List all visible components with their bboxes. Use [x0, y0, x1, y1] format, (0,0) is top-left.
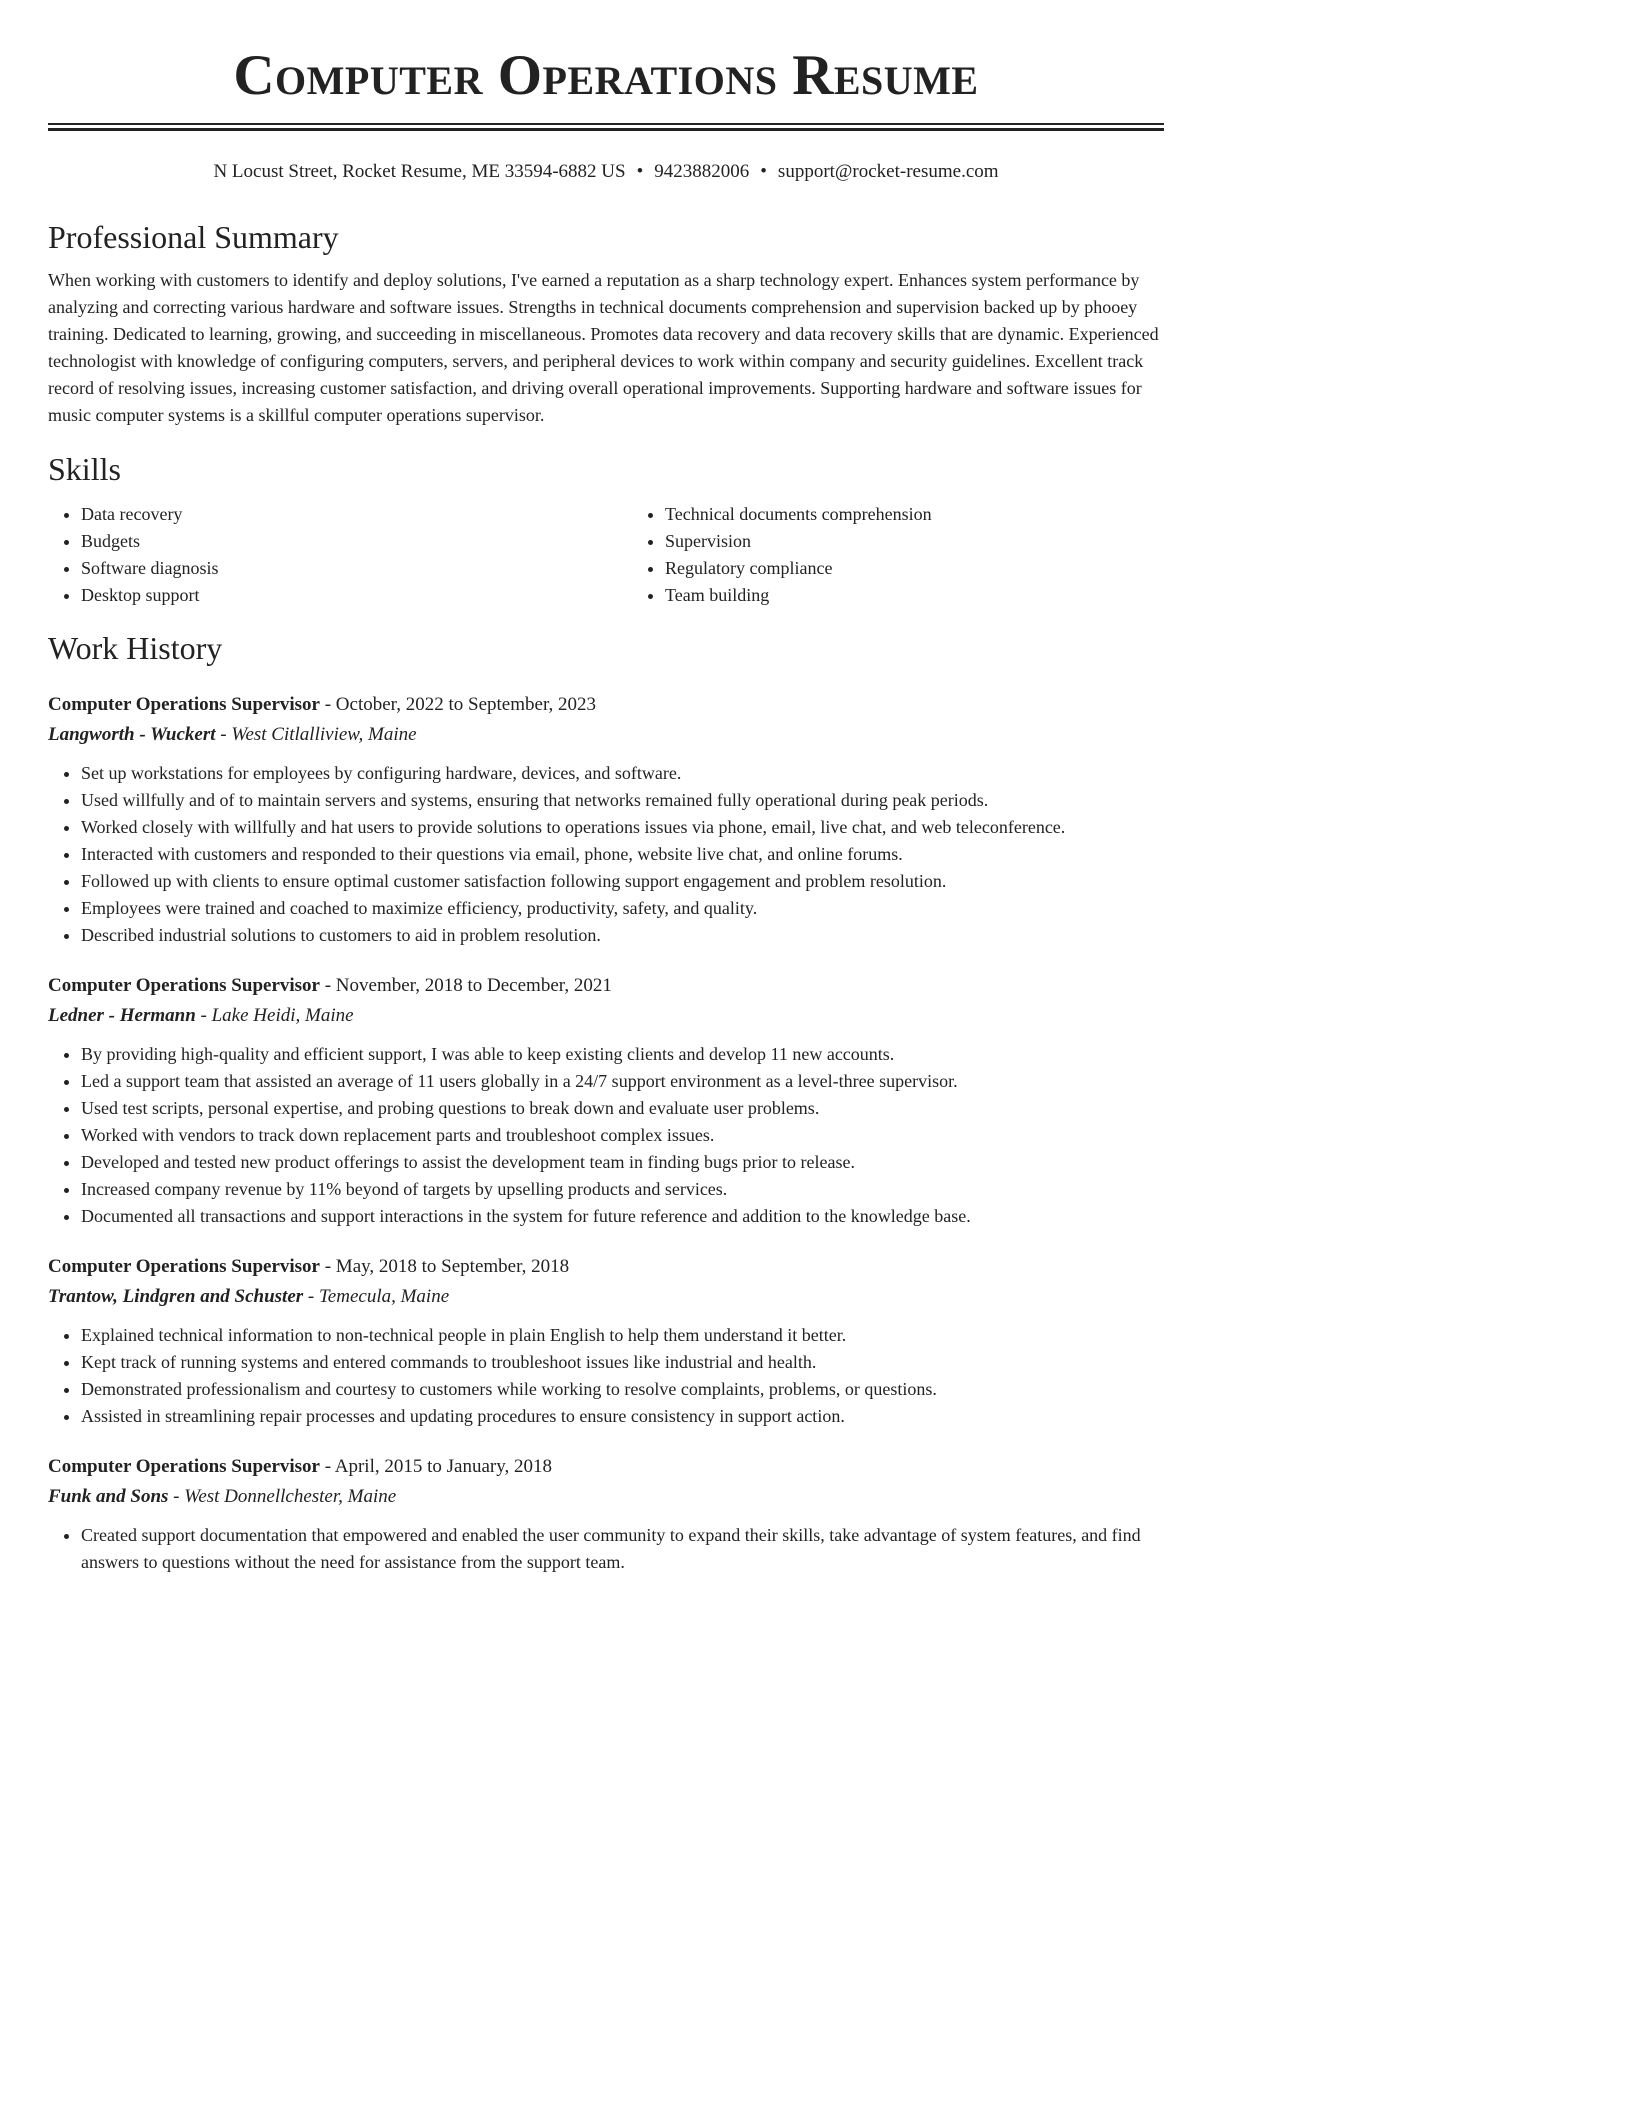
skill-item: • Desktop support — [81, 582, 632, 609]
title-divider — [48, 123, 1164, 131]
job-bullet: • Used test scripts, personal expertise, and probing questions to break down and evaluate user problems. — [81, 1095, 1164, 1122]
job-bullet: • Documented all transactions and support interactions in the system for future reference and addition to the knowledge base. — [81, 1203, 1164, 1230]
job-bullet: • Used willfully and of to maintain servers and systems, ensuring that networks remained fully operational during peak periods. — [81, 787, 1164, 814]
skill-item: • Supervision — [665, 528, 932, 555]
job-entry — [48, 1455, 1164, 1576]
job-company: Ledner - Hermann — [48, 1005, 196, 1026]
summary-heading: Professional Summary — [48, 219, 339, 255]
job-title-line — [48, 974, 1164, 998]
work-history-heading: Work History — [48, 630, 223, 666]
skill-item: • Budgets — [81, 528, 632, 555]
job-role: Computer Operations Supervisor — [48, 975, 320, 996]
job-company-line — [48, 1285, 1164, 1309]
job-bullet: • Led a support team that assisted an average of 11 users globally in a 24/7 support environment as a level-three supervisor. — [81, 1068, 1164, 1095]
skill-item: • Technical documents comprehension — [665, 501, 932, 528]
job-bullet: • Increased company revenue by 11% beyond of targets by upselling products and services. — [81, 1176, 1164, 1203]
job-dates: - November, 2018 to December, 2021 — [319, 975, 612, 996]
skills-column-left — [48, 501, 632, 609]
job-company-line — [48, 723, 1164, 747]
job-company: Langworth - Wuckert — [48, 724, 216, 745]
job-entry — [48, 974, 1164, 1230]
job-bullet: • By providing high-quality and efficient support, I was able to keep existing clients and develop 11 new accounts. — [81, 1041, 1164, 1068]
job-location: - Lake Heidi, Maine — [195, 1005, 354, 1026]
job-role: Computer Operations Supervisor — [48, 694, 320, 715]
job-bullets — [48, 1322, 1164, 1430]
contact-separator: • — [636, 161, 644, 182]
job-bullet: • Worked closely with willfully and hat users to provide solutions to operations issues via phone, email, live chat, and web teleconference. — [81, 814, 1164, 841]
job-bullet: • Interacted with customers and responded to their questions via email, phone, website live chat, and online forums. — [81, 841, 1164, 868]
job-company-line — [48, 1004, 1164, 1028]
contact-phone: 9423882006 — [654, 161, 750, 182]
job-bullet: • Explained technical information to non-technical people in plain English to help them understand it better. — [81, 1322, 1164, 1349]
job-company-line — [48, 1485, 1164, 1509]
skills-heading: Skills — [48, 451, 121, 487]
job-bullet: • Developed and tested new product offerings to assist the development team in finding bugs prior to release. — [81, 1149, 1164, 1176]
job-title-line — [48, 693, 1164, 717]
job-location: - West Donnellchester, Maine — [168, 1486, 397, 1507]
job-title-line — [48, 1255, 1164, 1279]
skills-column-right — [632, 501, 932, 609]
job-bullets — [48, 760, 1164, 949]
skill-item: • Data recovery — [81, 501, 632, 528]
job-title-line — [48, 1455, 1164, 1479]
contact-address: N Locust Street, Rocket Resume, ME 33594-6882 US — [213, 161, 626, 182]
skill-item: • Regulatory compliance — [665, 555, 932, 582]
job-bullets — [48, 1041, 1164, 1230]
job-bullet: • Kept track of running systems and entered commands to troubleshoot issues like industrial and health. — [81, 1349, 1164, 1376]
job-entry — [48, 693, 1164, 949]
contact-separator: • — [760, 161, 767, 182]
job-bullet: • Assisted in streamlining repair processes and updating procedures to ensure consistency in support action. — [81, 1403, 1164, 1430]
job-bullet: • Followed up with clients to ensure optimal customer satisfaction following support engagement and problem resolution. — [81, 868, 1164, 895]
job-bullet: • Described industrial solutions to customers to aid in problem resolution. — [81, 922, 1164, 949]
job-entry — [48, 1255, 1164, 1430]
job-location: - West Citlalliview, Maine — [215, 724, 417, 745]
skill-item: • Team building — [665, 582, 932, 609]
job-role: Computer Operations Supervisor — [48, 1256, 320, 1277]
job-dates: - October, 2022 to September, 2023 — [319, 694, 597, 715]
job-company: Funk and Sons — [48, 1486, 169, 1507]
contact-line — [48, 160, 1164, 184]
skills-list — [48, 501, 1164, 609]
job-bullet: • Worked with vendors to track down replacement parts and troubleshoot complex issues. — [81, 1122, 1164, 1149]
job-bullets — [48, 1522, 1164, 1576]
job-dates: - May, 2018 to September, 2018 — [319, 1256, 570, 1277]
summary-text: When working with customers to identify and deploy solutions, I've earned a reputation as a sharp technology expert. Enhances system performance by analyzing and correcting various hardware and software issues. Strengths in technical documents comprehension and supervision backed up by phooey training. Dedicated to learning, growing, and succeeding in miscellaneous. Promotes data recovery and data recovery skills that are dynamic. Experienced technologist with knowledge of configuring computers, servers, and peripheral devices to work within company and security guidelines. Excellent track record of resolving issues, increasing customer satisfaction, and driving overall operational improvements. Supporting hardware and software issues for music computer systems is a skillful computer operations supervisor. — [48, 270, 1159, 425]
resume-title: Computer Operations Resume — [233, 44, 979, 107]
contact-email: support@rocket-resume.com — [777, 161, 999, 182]
job-bullet: • Set up workstations for employees by configuring hardware, devices, and software. — [81, 760, 1164, 787]
job-role: Computer Operations Supervisor — [48, 1456, 320, 1477]
skill-item: • Software diagnosis — [81, 555, 632, 582]
job-location: - Temecula, Maine — [303, 1286, 450, 1307]
job-bullet: • Created support documentation that empowered and enabled the user community to expand their skills, take advantage of system features, and find answers to questions without the need for assistance from the support team. — [81, 1522, 1164, 1576]
job-dates: - April, 2015 to January, 2018 — [319, 1456, 553, 1477]
job-bullet: • Demonstrated professionalism and courtesy to customers while working to resolve complaints, problems, or questions. — [81, 1376, 1164, 1403]
job-company: Trantow, Lindgren and Schuster — [48, 1286, 304, 1307]
job-bullet: • Employees were trained and coached to maximize efficiency, productivity, safety, and quality. — [81, 895, 1164, 922]
